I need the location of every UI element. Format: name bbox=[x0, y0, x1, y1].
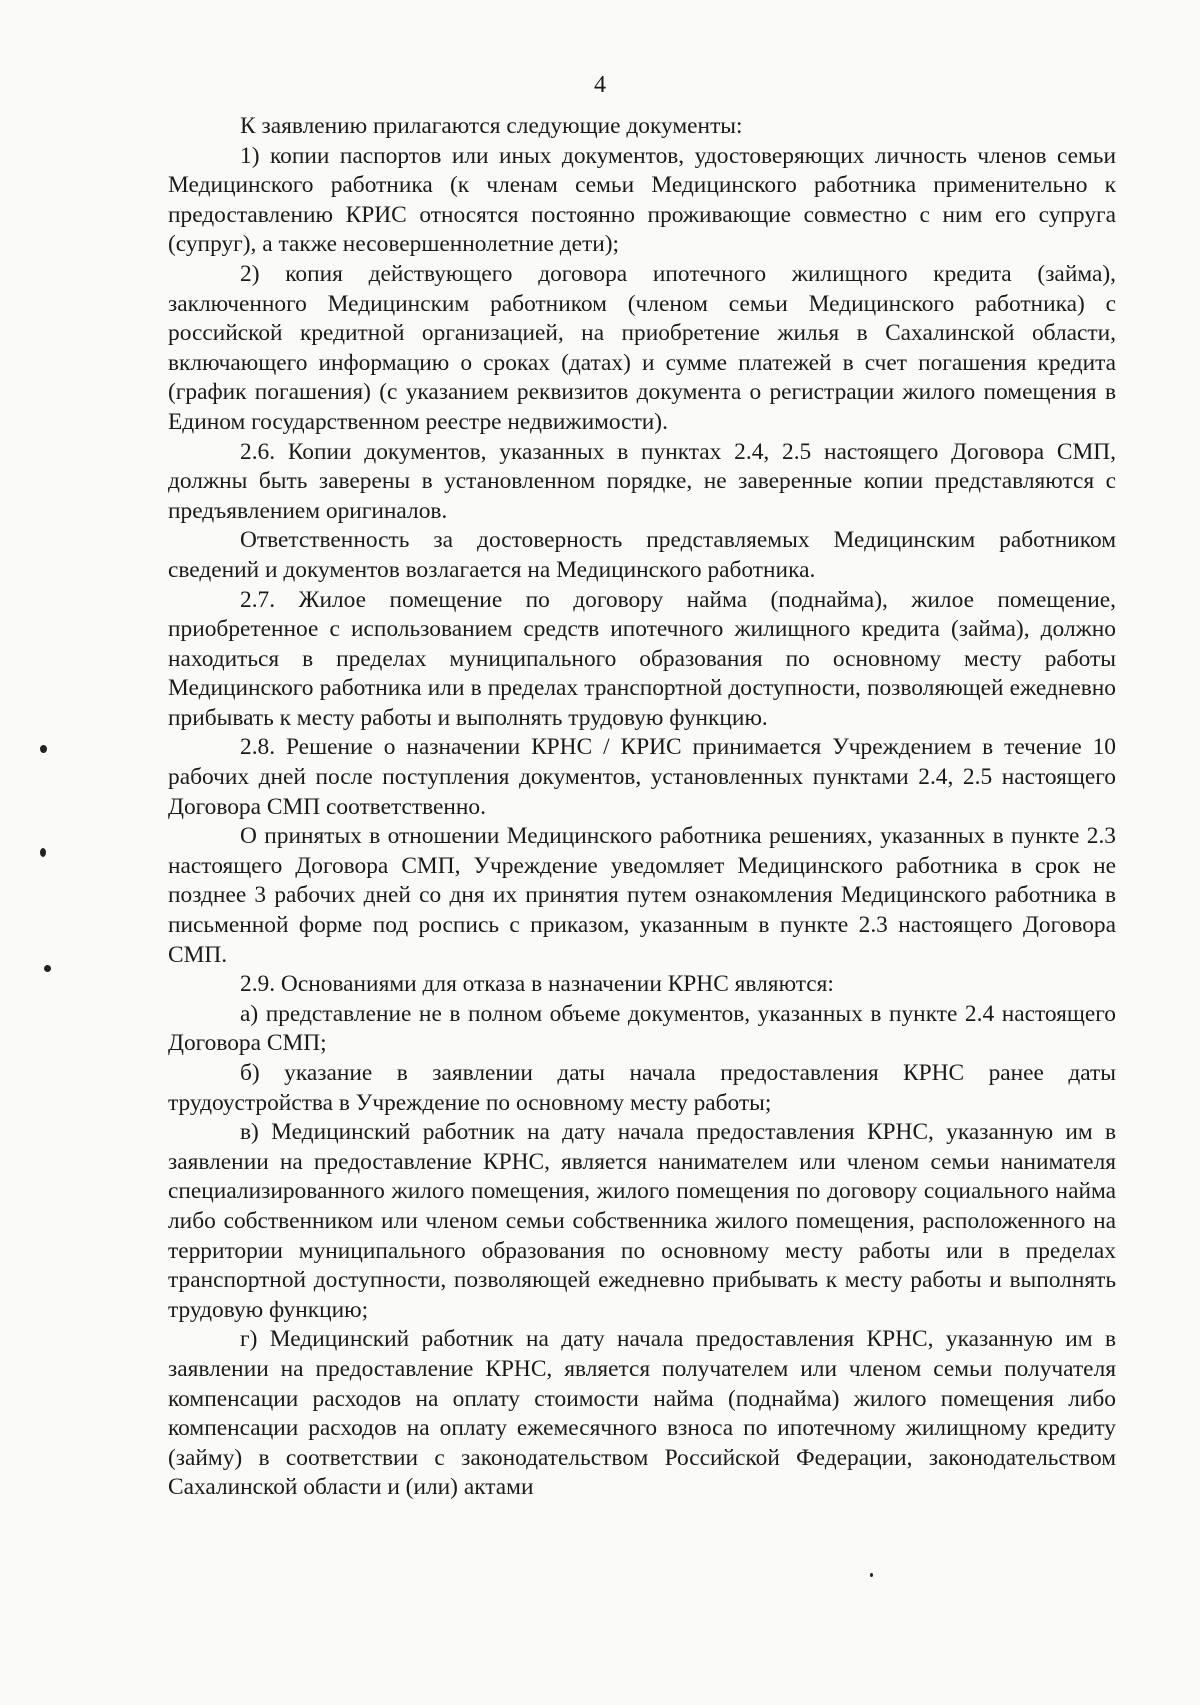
scan-speck bbox=[870, 1573, 873, 1577]
paragraph-decisions-notice: О принятых в отношении Медицинского работника решениях, указанных в пункте 2.3 настоящего Договора СМП, Учреждение уведомляет Медицинского работника в срок не позднее 3 рабочих дней со дня их принятия путем ознакомления Медицинского работника в письменной форме под роспись с приказом, указанным в пункте 2.3 настоящего Договора СМП. bbox=[168, 823, 1116, 968]
paragraph-2-7: 2.7. Жилое помещение по договору найма (поднайма), жилое помещение, приобретенное с использованием средств ипотечного жилищного кредита (займа), должно находиться в пределах муниципального образования по основному месту работы Медицинского работника или в пределах транспортной доступности, позволяющей ежедневно прибывать к месту работы и выполнять трудовую функцию. bbox=[168, 586, 1116, 731]
paragraph-reason-b: б) указание в заявлении даты начала предоставления КРНС ранее даты трудоустройства в Учреждение по основному месту работы; bbox=[168, 1060, 1116, 1116]
scan-speck bbox=[40, 745, 47, 753]
paragraph-2-6: 2.6. Копии документов, указанных в пунктах 2.4, 2.5 настоящего Договора СМП, должны быть заверены в установленном порядке, не заверенные копии представляются с предъявлением оригиналов. bbox=[168, 438, 1116, 524]
paragraph-item-2: 2) копия действующего договора ипотечного жилищного кредита (займа), заключенного Медицинским работником (членом семьи Медицинского работника) с российской кредитной организацией, на приобретение жилья в Сахалинской области, включающего информацию о сроках (датах) и сумме платежей в счет погашения кредита (график погашения) (с указанием реквизитов документа о регистрации жилого помещения в Едином государственном реестре недвижимости). bbox=[168, 260, 1116, 435]
scan-speck bbox=[40, 848, 46, 857]
page-number: 4 bbox=[594, 72, 606, 98]
paragraph-item-1: 1) копии паспортов или иных документов, удостоверяющих личность членов семьи Медицинского работника (к членам семьи Медицинского работника применительно к предоставлению КРИС относятся постоянно проживающие совместно с ним его супруга (супруг), а также несовершеннолетние дети); bbox=[168, 142, 1116, 258]
paragraph-responsibility: Ответственность за достоверность представляемых Медицинским работником сведений и документов возлагается на Медицинского работника. bbox=[168, 527, 1116, 583]
paragraph-reason-a: а) представление не в полном объеме документов, указанных в пункте 2.4 настоящего Договора СМП; bbox=[168, 1000, 1116, 1057]
document-body bbox=[168, 112, 1116, 1503]
paragraph-reason-v: в) Медицинский работник на дату начала предоставления КРНС, указанную им в заявлении на предоставление КРНС, является нанимателем или членом семьи нанимателя специализированного жилого помещения, жилого помещения по договору социального найма либо собственником или членом семьи собственника жилого помещения, расположенного на территории муниципального образования по основному месту работы или в пределах транспортной доступности, позволяющей ежедневно прибывать к месту работы и выполнять трудовую функцию; bbox=[168, 1119, 1116, 1323]
paragraph-2-8: 2.8. Решение о назначении КРНС / КРИС принимается Учреждением в течение 10 рабочих дней после поступления документов, установленных пунктами 2.4, 2.5 настоящего Договора СМП соответственно. bbox=[168, 734, 1116, 820]
paragraph-attachments-intro: К заявлению прилагаются следующие документы: bbox=[240, 113, 743, 139]
scan-speck bbox=[44, 965, 51, 972]
paragraph-reason-g: г) Медицинский работник на дату начала предоставления КРНС, указанную им в заявлении на предоставление КРНС, является получателем или членом семьи получателя компенсации расходов на оплату стоимости найма (поднайма) жилого помещения либо компенсации расходов на оплату ежемесячного взноса по ипотечному жилищному кредиту (займу) в соответствии с законодательством Российской Федерации, законодательством Сахалинской области и (или) актами bbox=[168, 1326, 1116, 1501]
paragraph-2-9: 2.9. Основаниями для отказа в назначении КРНС являются: bbox=[240, 971, 834, 998]
